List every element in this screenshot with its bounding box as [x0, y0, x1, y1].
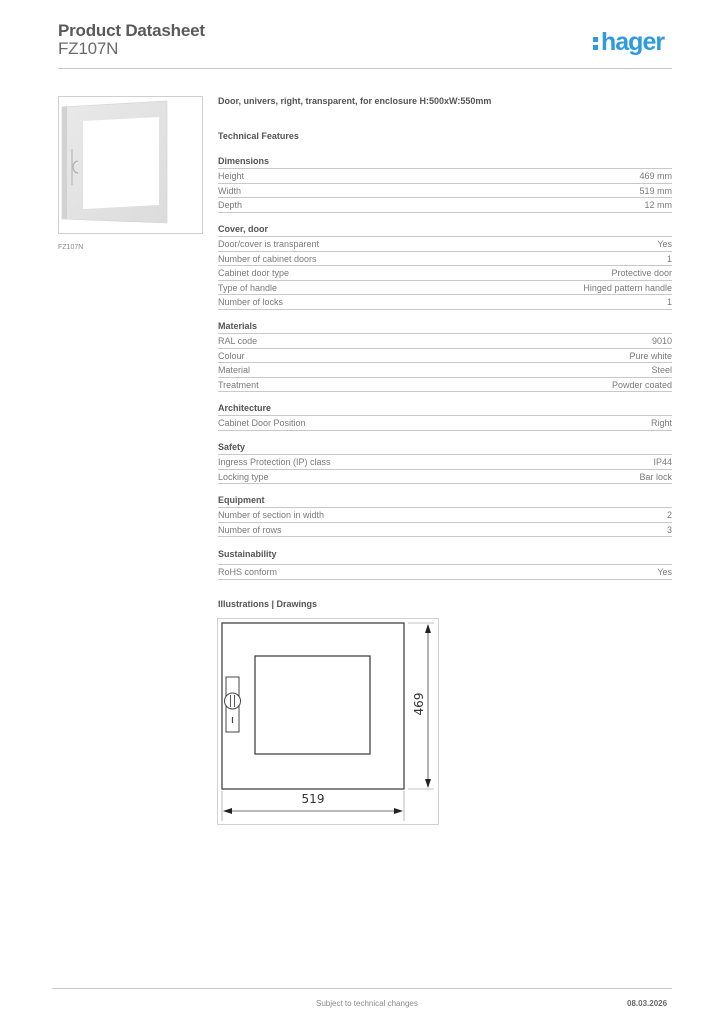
footer-date: 08.03.2026	[627, 999, 668, 1008]
section-sustainability	[218, 548, 672, 580]
row-value: 1	[666, 297, 672, 307]
row-label: Treatment	[218, 379, 259, 390]
section-safety	[218, 441, 672, 484]
row-label: Number of locks	[218, 297, 284, 307]
row-value: Bar lock	[639, 471, 672, 482]
logo-colon-icon	[593, 32, 599, 52]
row-value: Hinged pattern handle	[583, 282, 672, 293]
door-drawing-icon	[218, 619, 438, 824]
dimension-width-label: 519	[301, 792, 325, 806]
row-label: Cabinet door type	[218, 268, 290, 278]
table-row	[218, 281, 672, 296]
page-title: Product Datasheet	[58, 21, 205, 40]
section-title: Cover, door	[218, 223, 672, 237]
section-title: Safety	[218, 441, 672, 455]
table-row	[218, 378, 672, 393]
row-label: RAL code	[218, 336, 258, 346]
row-value: IP44	[653, 457, 672, 467]
table-row	[218, 508, 672, 523]
row-value: Right	[650, 418, 672, 428]
row-label: RoHS conform	[218, 567, 278, 577]
section-title: Sustainability	[218, 548, 672, 565]
row-value: Yes	[657, 239, 672, 249]
table-row	[218, 169, 672, 184]
row-value: 9010	[651, 336, 672, 346]
row-label: Colour	[218, 350, 245, 361]
row-label: Number of cabinet doors	[218, 253, 317, 264]
section-title: Architecture	[218, 402, 672, 416]
table-row	[218, 266, 672, 281]
brand-logo	[593, 28, 664, 56]
row-label: Ingress Protection (IP) class	[218, 457, 331, 467]
table-row	[218, 237, 672, 252]
table-row	[218, 470, 672, 485]
row-value: 469 mm	[639, 171, 672, 181]
row-label: Number of section in width	[218, 510, 325, 520]
dimension-height-label: 469	[412, 692, 426, 716]
technical-features-title: Technical Features	[218, 131, 299, 141]
row-value: Steel	[651, 365, 672, 375]
door-photo-icon	[59, 97, 202, 233]
logo-text: hager	[601, 28, 665, 56]
row-label: Depth	[218, 200, 243, 210]
section-materials	[218, 320, 672, 392]
row-label: Type of handle	[218, 282, 278, 293]
row-label: Width	[218, 185, 242, 196]
section-title: Materials	[218, 320, 672, 334]
product-image	[58, 96, 203, 234]
product-description: Door, univers, right, transparent, for enclosure H:500xW:550mm	[218, 96, 492, 106]
section-dimensions	[218, 155, 672, 213]
image-caption: FZ107N	[58, 244, 84, 251]
row-value: 1	[666, 253, 672, 264]
table-row	[218, 184, 672, 199]
technical-drawing	[217, 618, 439, 825]
table-row	[218, 334, 672, 349]
table-row	[218, 295, 672, 310]
row-label: Door/cover is transparent	[218, 239, 320, 249]
row-value: 2	[666, 510, 672, 520]
section-equipment	[218, 494, 672, 537]
footer-divider	[52, 988, 672, 989]
table-row	[218, 252, 672, 267]
row-value: 519 mm	[639, 185, 672, 196]
row-label: Height	[218, 171, 245, 181]
row-value: 12 mm	[644, 200, 672, 210]
header-divider	[58, 68, 672, 69]
table-row	[218, 565, 672, 580]
row-label: Locking type	[218, 471, 269, 482]
row-label: Number of rows	[218, 524, 282, 535]
row-value: 3	[666, 524, 672, 535]
table-row	[218, 416, 672, 431]
table-row	[218, 198, 672, 213]
footer-note: Subject to technical changes	[316, 999, 418, 1008]
section-title: Equipment	[218, 494, 672, 508]
row-value: Yes	[657, 567, 672, 577]
section-architecture	[218, 402, 672, 431]
table-row	[218, 363, 672, 378]
row-value: Protective door	[611, 268, 672, 278]
row-label: Cabinet Door Position	[218, 418, 306, 428]
section-cover-door	[218, 223, 672, 310]
table-row	[218, 349, 672, 364]
table-row	[218, 455, 672, 470]
illustrations-title: Illustrations | Drawings	[218, 599, 318, 609]
row-label: Material	[218, 365, 251, 375]
section-title: Dimensions	[218, 155, 672, 169]
table-row	[218, 523, 672, 538]
product-code: FZ107N	[58, 39, 119, 58]
row-value: Powder coated	[611, 379, 672, 390]
row-value: Pure white	[629, 350, 672, 361]
